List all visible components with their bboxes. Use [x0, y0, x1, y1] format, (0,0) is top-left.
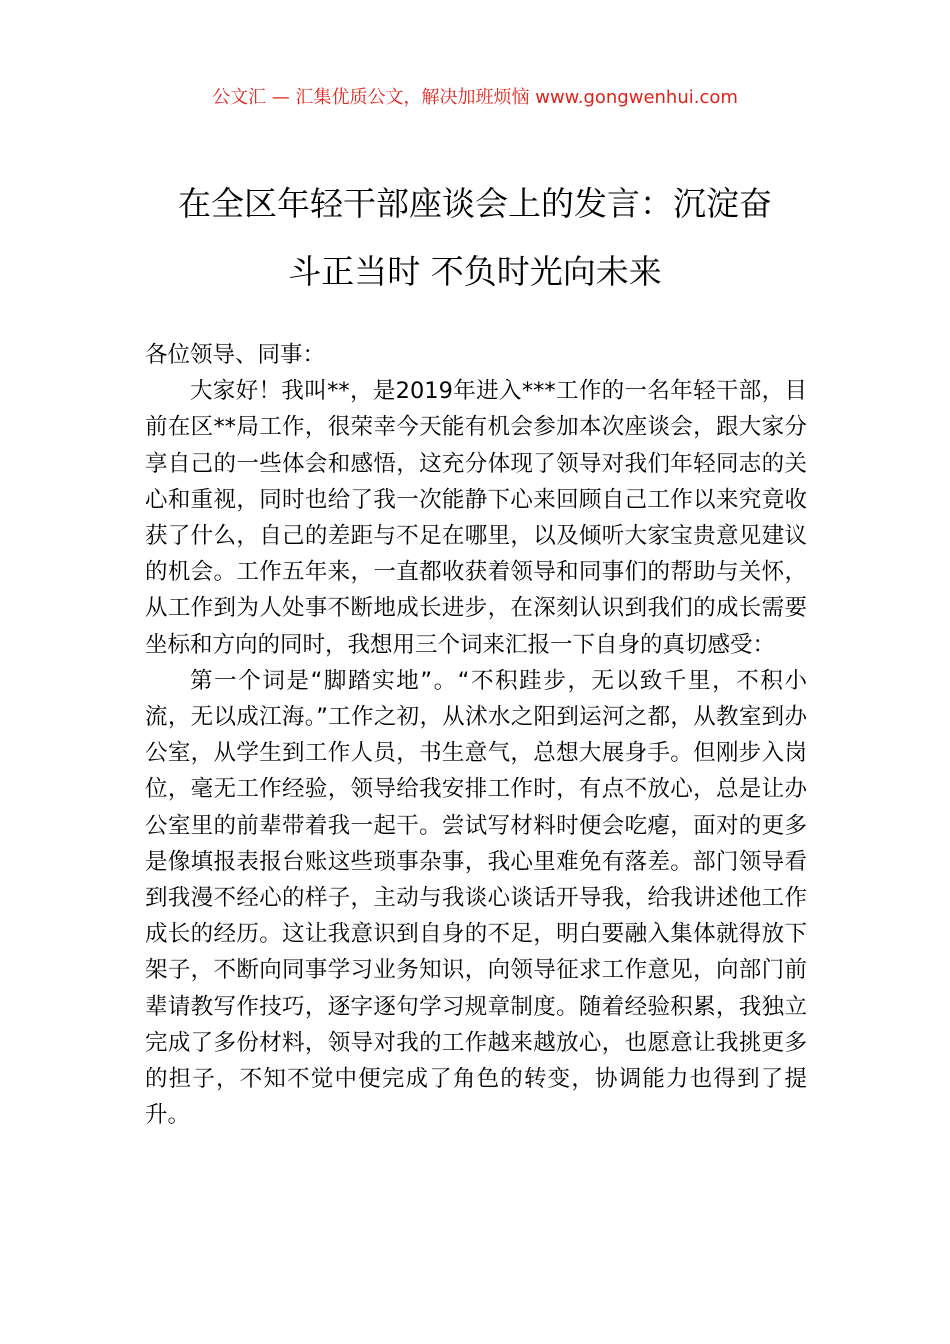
document-body	[145, 337, 807, 1133]
salutation: 各位领导、同事：	[145, 342, 326, 368]
title-line-2: 斗正当时 不负时光向未来	[288, 252, 662, 291]
paragraph-first-word: 第一个词是“脚踏实地”。“不积跬步，无以致千里，不积小流，无以成江海。”工作之初，从沭水之阳到运河之都，从教室到办公室，从学生到工作人员，书生意气，总想大展身手。但刚步入岗位，毫无工作经验，领导给我安排工作时，有点不放心，总是让办公室里的前辈带着我一起干。尝试写材料时便会吃瘪，面对的更多是像填报表报台账这些琐事杂事，我心里难免有落差。部门领导看到我漫不经心的样子，主动与我谈心谈话开导我，给我讲述他工作成长的经历。这让我意识到自身的不足，明白要融入集体就得放下架子，不断向同事学习业务知识，向领导征求工作意见，向部门前辈请教写作技巧，逐字逐句学习规章制度。随着经验积累，我独立完成了多份材料，领导对我的工作越来越放心，也愿意让我挑更多的担子，不知不觉中便完成了角色的转变，协调能力也得到了提升。	[145, 667, 807, 1129]
document-title	[140, 170, 810, 306]
site-banner: 公文汇 — 汇集优质公文，解决加班烦恼 www.gongwenhui.com	[212, 87, 738, 108]
title-line-1: 在全区年轻干部座谈会上的发言：沉淀奋	[178, 184, 772, 223]
paragraph-intro: 大家好！我叫**，是2019年进入***工作的一名年轻干部，目前在区**局工作，很荣幸今天能有机会参加本次座谈会，跟大家分享自己的一些体会和感悟，这充分体现了领导对我们年轻同志的关心和重视，同时也给了我一次能静下心来回顾自己工作以来究竟收获了什么，自己的差距与不足在哪里，以及倾听大家宝贵意见建议的机会。工作五年来，一直都收获着领导和同事们的帮助与关怀，从工作到为人处事不断地成长进步，在深刻认识到我们的成长需要坐标和方向的同时，我想用三个词来汇报一下自身的真切感受：	[145, 378, 807, 658]
